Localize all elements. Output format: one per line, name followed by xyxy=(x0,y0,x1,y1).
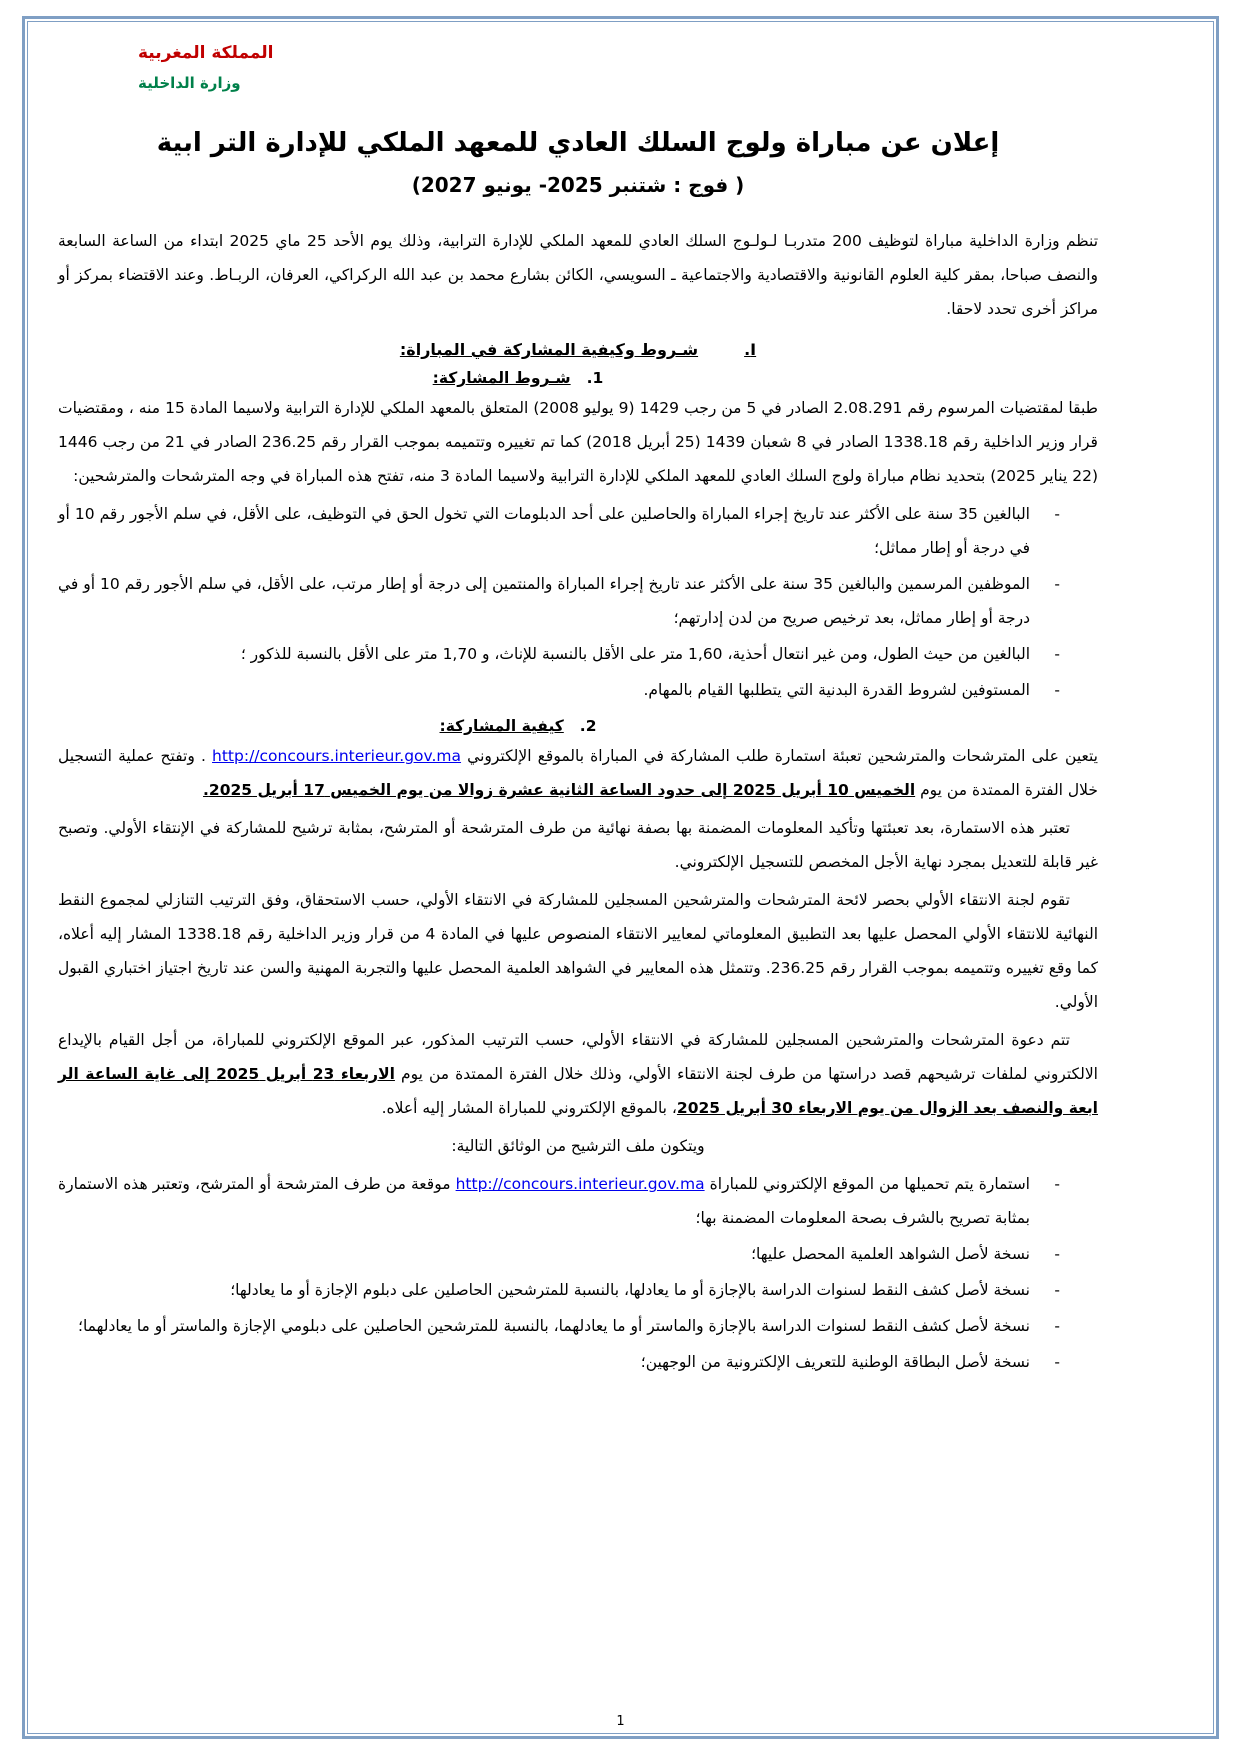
list-item xyxy=(58,567,1064,635)
documents-list xyxy=(58,1167,1098,1379)
subsection-heading-2-number: 2. xyxy=(579,717,597,735)
registration-period-bold: الخميس 10 أبريل 2025 إلى حدود الساعة الثانية عشرة زوالا من يوم الخميس 17 أبريل 2025. xyxy=(203,781,916,799)
section-heading-1-title: شـروط وكيفية المشاركة في المباراة: xyxy=(399,340,699,359)
form-final-paragraph xyxy=(58,811,1098,879)
list-item xyxy=(58,1167,1064,1235)
participation-after-link: . وتفتح عملية التسجيل خلال الفترة الممتدة من يوم xyxy=(58,747,1098,799)
document-2-text: نسخة لأصل الشواهد العلمية المحصل عليها؛ xyxy=(751,1245,1030,1263)
condition-text-4: المستوفين لشروط القدرة البدنية التي يتطلبها القيام بالمهام. xyxy=(643,681,1030,699)
list-item xyxy=(58,497,1064,565)
subsection-heading-2 xyxy=(58,717,1098,735)
list-item xyxy=(58,637,1064,671)
list-item xyxy=(58,1237,1064,1271)
conditions-paragraph xyxy=(58,391,1098,493)
list-item xyxy=(58,1345,1064,1379)
document-subtitle: ( فوج : شتنبر 2025- يونيو 2027) xyxy=(411,173,745,197)
subsection-heading-2-title: كيفية المشاركة: xyxy=(439,717,564,735)
document-5-text: نسخة لأصل البطاقة الوطنية للتعريف الإلكترونية من الوجهين؛ xyxy=(640,1353,1030,1371)
subsection-heading-1 xyxy=(58,369,1098,387)
participation-method-paragraph xyxy=(58,739,1098,807)
concours-website-link-1[interactable]: http://concours.interieur.gov.ma xyxy=(212,747,462,765)
list-item xyxy=(58,1309,1064,1343)
letterhead xyxy=(58,38,1098,98)
document-content xyxy=(58,38,1098,1698)
section-heading-1 xyxy=(58,340,1098,359)
condition-text-2: الموظفين المرسمين والبالغين 35 سنة على الأكثر عند تاريخ إجراء المباراة والمنتمين إلى درجة أو إطار مرتب، على الأقل، في سلم الأجور رقم 10 أو في درجة أو إطار مماثل، بعد ترخيص صريح من لدن إدارتهم؛ xyxy=(58,575,1030,627)
document-4-text: نسخة لأصل كشف النقط لسنوات الدراسة بالإجازة والماستر أو ما يعادلهما، بالنسبة للمترشحين الحاصلين على دبلومي الإجازة والماستر أو ما يعادلهما؛ xyxy=(78,1317,1030,1335)
invitation-text-part1: تتم دعوة المترشحات والمترشحين المسجلين للمشاركة في الانتقاء الأولي، حسب الترتيب المذكور، عبر الموقع الإلكتروني للمباراة، من أجل القيام بالإيداع الالكتروني لملفات ترشيحهم قصد دراستها من طرف لجنة الانتقاء الأولي، وذلك خلال الفترة الممتدة من يوم xyxy=(58,1031,1098,1083)
document-1-after-link: موقعة من طرف المترشحة أو المترشح، وتعتبر هذه الاستمارة بمثابة تصريح بالشرف بصحة المعلومات المضمنة بها؛ xyxy=(58,1175,1030,1227)
intro-paragraph xyxy=(58,224,1098,326)
selection-committee-paragraph xyxy=(58,883,1098,1019)
document-1-before-link: استمارة يتم تحميلها من الموقع الإلكتروني للمباراة xyxy=(704,1175,1030,1193)
form-final-text: تعتبر هذه الاستمارة، بعد تعبئتها وتأكيد المعلومات المضمنة بها بصفة نهائية من طرف المترشحة أو المترشح، بمثابة ترشيح للمشاركة في الإنتقاء الأولي. وتصبح غير قابلة للتعديل بمجرد نهاية الأجل المخصص للتسجيل الإلكتروني. xyxy=(58,819,1098,871)
list-item xyxy=(58,1273,1064,1307)
page-number: 1 xyxy=(616,1714,625,1729)
participation-before-link: يتعين على المترشحات والمترشحين تعبئة استمارة طلب المشاركة في المباراة بالموقع الإلكتروني xyxy=(461,747,1098,765)
selection-committee-text: تقوم لجنة الانتقاء الأولي بحصر لائحة المترشحات والمترشحين المسجلين للمشاركة في الانتقاء الأولي، حسب الاستحقاق، وفق الترتيب التنازلي لمجموع النقط النهائية للانتقاء الأولي المحصل عليها بعد التطبيق المعلوماتي لمعايير الانتقاء المنصوص عليها في المادة 4 من قرار وزير الداخلية رقم 1338.18 المشار إليه أعلاه، كما وقع تغييره وتتميمه بموجب القرار رقم 236.25. وتتمثل هذه المعايير في الشواهد العلمية المحصل عليها والتجربة المهنية والسن عند تاريخ اجتياز اختباري القبول الأولي. xyxy=(58,891,1099,1011)
condition-text-1: البالغين 35 سنة على الأكثر عند تاريخ إجراء المباراة والحاصلين على أحد الدبلومات التي تخول الحق في التوظيف، على الأقل، في سلم الأجور رقم 10 أو في درجة أو إطار مماثل؛ xyxy=(58,505,1030,557)
conditions-list xyxy=(58,497,1098,707)
upload-period-bold: الاربعاء 23 أبريل 2025 إلى غاية الساعة الر ابعة والنصف بعد الزوال من يوم الاربعاء 30 أبريل 2025 xyxy=(58,1065,1098,1117)
invitation-paragraph xyxy=(58,1023,1098,1125)
invitation-text-part2: ، بالموقع الإلكتروني للمباراة المشار إليه أعلاه. xyxy=(381,1099,677,1117)
document-3-text: نسخة لأصل كشف النقط لسنوات الدراسة بالإجازة أو ما يعادلها، بالنسبة للمترشحين الحاصلين على دبلوم الإجازة أو ما يعادلها؛ xyxy=(230,1281,1030,1299)
documents-intro xyxy=(58,1129,1098,1163)
list-item xyxy=(58,673,1064,707)
section-heading-1-number: I. xyxy=(744,340,757,359)
letterhead-kingdom: المملكة المغربية xyxy=(138,43,274,63)
intro-paragraph-text: تنظم وزارة الداخلية مباراة لتوظيف 200 متدربـا لـولـوج السلك العادي للمعهد الملكي للإدارة الترابية، وذلك يوم الأحد 25 ماي 2025 ابتداء من الساعة السابعة والنصف صباحا، بمقر كلية العلوم القانونية والاقتصادية والاجتماعية ـ السويسي، الكائن بشارع محمد بن عبد الله الركراكي، العرفان، الربـاط. وعند الاقتضاء بمركز أو مراكز أخرى تحدد لاحقا. xyxy=(58,232,1099,318)
documents-intro-text: ويتكون ملف الترشيح من الوثائق التالية: xyxy=(451,1137,705,1155)
document-title: إعلان عن مباراة ولوج السلك العادي للمعهد الملكي للإدارة التر ابية xyxy=(156,128,1000,158)
condition-text-3: البالغين من حيث الطول، ومن غير انتعال أحذية، 1,60 متر على الأقل بالنسبة للإناث، و 1,70 متر على الأقل بالنسبة للذكور ؛ xyxy=(240,645,1030,663)
letterhead-ministry: وزارة الداخلية xyxy=(138,74,241,92)
conditions-paragraph-text: طبقا لمقتضيات المرسوم رقم 2.08.291 الصادر في 5 من رجب 1429 (9 يوليو 2008) المتعلق بالمعهد الملكي للإدارة الترابية ولاسيما المادة 15 منه ، ومقتضيات قرار وزير الداخلية رقم 1338.18 الصادر في 8 شعبان 1439 (25 أبريل 2018) كما تم تغييره وتتميمه بموجب القرار رقم 236.25 الصادر في 21 من رجب 1446 (22 يناير 2025) بتحديد نظام مباراة ولوج السلك العادي للمعهد الملكي للإدارة الترابية ولاسيما المادة 3 منه، تفتح هذه المباراة في وجه المترشحات والمترشحين: xyxy=(58,399,1099,485)
concours-website-link-2[interactable]: http://concours.interieur.gov.ma xyxy=(455,1175,705,1193)
subsection-heading-1-title: شـروط المشاركة: xyxy=(432,369,571,387)
subsection-heading-1-number: 1. xyxy=(586,369,604,387)
